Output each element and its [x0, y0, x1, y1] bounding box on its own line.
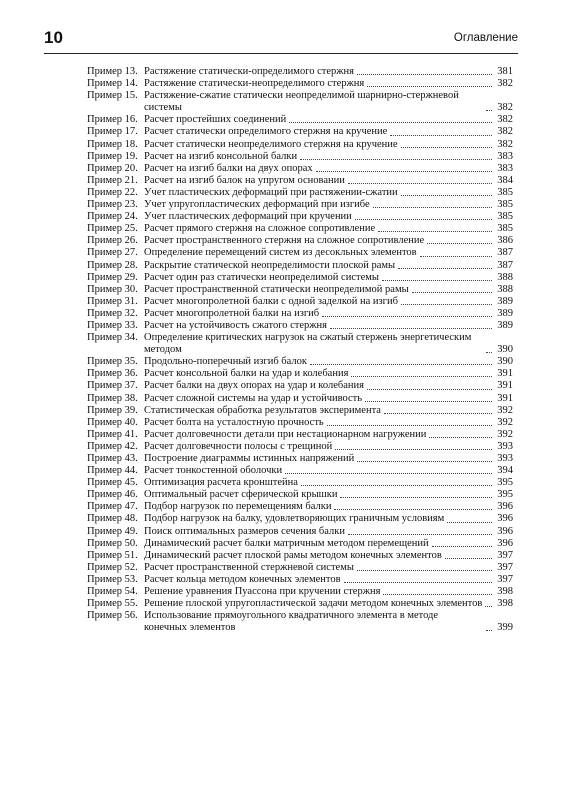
toc-entry-label: Пример 51.: [87, 549, 138, 561]
toc-entry-label: Пример 17.: [87, 126, 138, 138]
toc-entry-page-number: 398: [497, 598, 513, 610]
dot-leader: [340, 497, 492, 498]
toc-entry-title: Определение критических нагрузок на сжатый стержень энергетическим методом: [144, 332, 472, 356]
toc-entry-body: [144, 574, 513, 586]
toc-entry-body: [144, 296, 513, 308]
toc-entry: [87, 332, 513, 356]
dot-leader: [335, 449, 492, 450]
toc-entry: [87, 586, 513, 598]
toc-entry: [87, 151, 513, 163]
toc-entry: [87, 453, 513, 465]
toc-entry-title: Динамический расчет балки матричным методом перемещений: [144, 537, 429, 549]
toc-entry-label: Пример 44.: [87, 465, 138, 477]
toc-entry-body: [144, 465, 513, 477]
toc-entry-label: Пример 30.: [87, 283, 138, 295]
toc-entry-page-number: 391: [497, 380, 513, 392]
toc-entry-label: Пример 43.: [87, 453, 138, 464]
toc-entry-body: [144, 550, 513, 562]
toc-entry-title: Расчет простейших соединений: [144, 114, 287, 126]
toc-entry-title: Расчет долговечности полосы с трещиной: [144, 440, 333, 452]
toc-entry-title: Растяжение статически-определимого стержня: [144, 66, 354, 77]
toc-entry-body: [144, 562, 513, 574]
dot-leader: [334, 509, 492, 510]
toc-entry-body: [144, 151, 513, 163]
toc-entry-body: [144, 441, 513, 453]
toc-entry-page-number: 393: [497, 440, 513, 452]
toc-entry-page-number: 391: [497, 392, 513, 404]
toc-entry-body: [144, 78, 513, 90]
toc-entry-page-number: 385: [497, 211, 513, 223]
toc-entry-label: Пример 38.: [87, 392, 138, 404]
toc-entry-page-number: 389: [497, 307, 513, 319]
toc-entry-label: Пример 25.: [87, 223, 138, 235]
dot-leader: [289, 122, 492, 123]
toc-entry: [87, 356, 513, 368]
toc-entry-title: Расчет на изгиб балки на двух опорах: [144, 162, 313, 174]
toc-entry-page-number: 395: [497, 477, 513, 489]
dot-leader: [412, 292, 492, 293]
toc-entry-label: Пример 47.: [87, 501, 138, 513]
toc-entry-page-number: 389: [497, 319, 513, 331]
toc-entry-title: Построение диаграммы истинных напряжений: [144, 453, 355, 464]
toc-entry-title: Расчет статически определимого стержня на кручение: [144, 126, 388, 138]
toc-entry-title: Динамический расчет плоской рамы методом конечных элементов: [144, 549, 442, 561]
toc-entry-body: [144, 235, 513, 247]
toc-entry-title: Оптимизация расчета кронштейна: [144, 477, 298, 489]
toc-entry-title: Подбор нагрузок по перемещениям балки: [144, 501, 332, 513]
dot-leader: [378, 231, 492, 232]
dot-leader: [447, 522, 492, 523]
toc-entry-body: [144, 90, 513, 114]
toc-entry-body: [144, 610, 513, 634]
toc-entry-page-number: 392: [497, 404, 513, 416]
toc-entry-label: Пример 49.: [87, 525, 138, 537]
toc-entry-title: Расчет долговечности детали при нестационарном нагружении: [144, 428, 427, 440]
toc-entry-title: Расчет пространственного стержня на сложное сопротивление: [144, 235, 425, 247]
dot-leader: [348, 183, 492, 184]
toc-entry: [87, 223, 513, 235]
toc-entry-title: Продольно-поперечный изгиб балок: [144, 356, 307, 368]
toc-entry-page-number: 382: [497, 126, 513, 138]
toc-entry-title: Учет пластических деформаций при кручении: [144, 211, 352, 223]
toc-entry: [87, 296, 513, 308]
toc-entry-label: Пример 39.: [87, 404, 138, 416]
toc-entry: [87, 260, 513, 272]
toc-entry-title: Расчет на изгиб балок на упругом основании: [144, 174, 345, 186]
toc-entry: [87, 320, 513, 332]
toc-entry-page-number: 397: [497, 549, 513, 561]
dot-leader: [401, 195, 492, 196]
toc-entry-page-number: 396: [497, 513, 513, 525]
toc-entry-title: Расчет тонкостенной оболочки: [144, 465, 283, 477]
toc-entry-body: [144, 211, 513, 223]
toc-entry-page-number: 384: [497, 174, 513, 186]
dot-leader: [310, 364, 492, 365]
toc-entry-title: Учет упругопластических деформаций при изгибе: [144, 199, 370, 211]
dot-leader: [367, 389, 492, 390]
toc-entry-title: Оптимальный расчет сферической крышки: [144, 489, 338, 501]
dot-leader: [355, 219, 492, 220]
toc-entry-body: [144, 139, 513, 151]
toc-entry-label: Пример 50.: [87, 537, 138, 549]
dot-leader: [301, 485, 492, 486]
toc-entry-label: Пример 40.: [87, 416, 138, 428]
toc-entry: [87, 368, 513, 380]
toc-entry-title: Поиск оптимальных размеров сечения балки: [144, 525, 345, 537]
toc-entry-label: Пример 16.: [87, 114, 138, 126]
toc-entry-label: Пример 54.: [87, 586, 138, 598]
toc-entry-page-number: 385: [497, 186, 513, 198]
toc-entry: [87, 598, 513, 610]
dot-leader: [327, 425, 492, 426]
dot-leader: [390, 135, 492, 136]
toc-entry-label: Пример 22.: [87, 186, 138, 198]
toc-entry: [87, 489, 513, 501]
toc-entry-body: [144, 513, 513, 525]
toc-entry-label: Пример 42.: [87, 440, 138, 452]
toc-entry-title: Расчет на изгиб консольной балки: [144, 150, 298, 162]
toc-entry-title: Расчет сложной системы на удар и устойчивость: [144, 392, 363, 404]
dot-leader: [351, 376, 492, 377]
toc-entry-body: [144, 489, 513, 501]
toc-entry-page-number: 387: [497, 259, 513, 271]
dot-leader: [348, 534, 492, 535]
toc-entry-page-number: 396: [497, 501, 513, 513]
toc-entry-title: Использование прямоугольного квадратичного элемента в методе конечных элементов: [144, 610, 439, 634]
toc-entry-body: [144, 598, 513, 610]
toc-entry-label: Пример 21.: [87, 174, 138, 186]
toc-entry-page-number: 399: [497, 622, 513, 634]
toc-entry-page-number: 382: [497, 114, 513, 126]
toc-entry-title: Расчет многопролетной балки с одной заделкой на изгиб: [144, 295, 398, 307]
toc-entry-label: Пример 56.: [87, 610, 138, 622]
toc-entry-body: [144, 417, 513, 429]
toc-entry-label: Пример 46.: [87, 489, 138, 501]
dot-leader: [383, 594, 492, 595]
toc-entry-page-number: 393: [497, 453, 513, 464]
toc-entry-page-number: 390: [497, 356, 513, 368]
toc-entry-body: [144, 199, 513, 211]
toc-entry-body: [144, 247, 513, 259]
dot-leader: [401, 147, 492, 148]
dot-leader: [365, 401, 492, 402]
toc-entry-title: Расчет один раз статически неопределимой системы: [144, 271, 379, 283]
toc-entry-page-number: 391: [497, 368, 513, 380]
toc-entry-body: [144, 368, 513, 380]
page-header: [44, 27, 518, 54]
toc-entry-body: [144, 284, 513, 296]
toc-entry: [87, 405, 513, 417]
toc-entry: [87, 526, 513, 538]
dot-leader: [384, 413, 492, 414]
toc-entry-body: [144, 223, 513, 235]
toc-entry-label: Пример 48.: [87, 513, 138, 525]
toc-entry-body: [144, 187, 513, 199]
toc-entry-label: Пример 29.: [87, 271, 138, 283]
toc-entry: [87, 308, 513, 320]
toc-entry: [87, 513, 513, 525]
toc-entry-label: Пример 52.: [87, 561, 138, 573]
toc-entry-title: Определение перемещений систем из десокльных элементов: [144, 247, 417, 259]
toc-entry: [87, 187, 513, 199]
dot-leader: [485, 606, 492, 607]
toc-entry-page-number: 383: [497, 150, 513, 162]
toc-entry-title: Расчет кольца методом конечных элементов: [144, 573, 341, 585]
dot-leader: [285, 473, 492, 474]
dot-leader: [401, 304, 492, 305]
toc-entry-title: Подбор нагрузок на балку, удовлетворяющих граничным условиям: [144, 513, 445, 525]
toc-entry-page-number: 382: [497, 102, 513, 114]
toc-entry-page-number: 383: [497, 162, 513, 174]
running-title: Оглавление: [453, 32, 518, 44]
toc-entry-label: Пример 15.: [87, 90, 138, 102]
toc-entry-title: Расчет статически неопределимого стержня на кручение: [144, 138, 398, 150]
toc-entry-page-number: 387: [497, 247, 513, 259]
toc-entry-label: Пример 36.: [87, 368, 138, 380]
toc-entry-page-number: 386: [497, 235, 513, 247]
toc-entry-page-number: 392: [497, 416, 513, 428]
toc-entry-page-number: 389: [497, 295, 513, 307]
toc-entry-title: Расчет на устойчивость сжатого стержня: [144, 319, 327, 331]
toc-entry-body: [144, 260, 513, 272]
toc-entry-label: Пример 18.: [87, 138, 138, 150]
toc-entry: [87, 441, 513, 453]
toc-entry-title: Раскрытие статической неопределимости плоской рамы: [144, 259, 396, 271]
toc-entry-title: Растяжение статически-неопределимого стержня: [144, 78, 365, 90]
toc-entry-page-number: 388: [497, 283, 513, 295]
toc-entry-label: Пример 35.: [87, 356, 138, 368]
toc-entry-body: [144, 163, 513, 175]
dot-leader: [429, 437, 492, 438]
page-number: 10: [44, 28, 63, 47]
toc-entry: [87, 465, 513, 477]
toc-entry: [87, 284, 513, 296]
toc-entry-page-number: 398: [497, 586, 513, 598]
toc-entry: [87, 163, 513, 175]
toc-entry-page-number: 385: [497, 223, 513, 235]
toc-entry-label: Пример 23.: [87, 199, 138, 211]
toc-entry-label: Пример 31.: [87, 295, 138, 307]
toc-entry-body: [144, 175, 513, 187]
toc-entry-page-number: 382: [497, 78, 513, 90]
toc-entry: [87, 175, 513, 187]
toc-entry-label: Пример 37.: [87, 380, 138, 392]
toc-entry-label: Пример 26.: [87, 235, 138, 247]
dot-leader: [357, 461, 492, 462]
toc-entry: [87, 501, 513, 513]
toc-entry-page-number: 395: [497, 489, 513, 501]
toc-entry: [87, 139, 513, 151]
dot-leader: [316, 171, 492, 172]
dot-leader: [486, 630, 492, 631]
toc-entry-label: Пример 55.: [87, 598, 138, 610]
dot-leader: [330, 328, 492, 329]
toc-entry: [87, 477, 513, 489]
toc-entry-title: Расчет балки на двух опорах на удар и колебания: [144, 380, 364, 392]
toc-entry-body: [144, 66, 513, 78]
toc-entry-page-number: 388: [497, 271, 513, 283]
toc-entry: [87, 562, 513, 574]
toc-entry-label: Пример 34.: [87, 332, 138, 344]
toc-entry: [87, 126, 513, 138]
toc-entry-body: [144, 501, 513, 513]
toc-entry: [87, 272, 513, 284]
toc-entry: [87, 78, 513, 90]
table-of-contents: [87, 66, 513, 634]
dot-leader: [398, 268, 492, 269]
toc-entry-body: [144, 405, 513, 417]
toc-entry-body: [144, 429, 513, 441]
toc-entry: [87, 380, 513, 392]
toc-entry-page-number: 385: [497, 199, 513, 211]
toc-entry-page-number: 390: [497, 344, 513, 356]
toc-entry-title: Учет пластических деформаций при растяжении-сжатии: [144, 186, 398, 198]
toc-entry-label: Пример 41.: [87, 428, 138, 440]
toc-entry: [87, 610, 513, 634]
toc-entry: [87, 66, 513, 78]
toc-entry: [87, 417, 513, 429]
toc-entry-body: [144, 453, 513, 465]
toc-entry-body: [144, 272, 513, 284]
toc-entry-label: Пример 45.: [87, 477, 138, 489]
toc-entry-body: [144, 126, 513, 138]
toc-entry: [87, 114, 513, 126]
toc-entry-page-number: 396: [497, 525, 513, 537]
toc-entry-body: [144, 393, 513, 405]
toc-entry-page-number: 397: [497, 561, 513, 573]
toc-entry-title: Растяжение-сжатие статически неопределимой шарнирно-стержневой системы: [144, 90, 459, 114]
toc-entry-page-number: 397: [497, 573, 513, 585]
toc-entry-page-number: 392: [497, 428, 513, 440]
toc-entry-label: Пример 19.: [87, 150, 138, 162]
dot-leader: [486, 110, 492, 111]
toc-entry-title: Расчет прямого стержня на сложное сопротивление: [144, 223, 376, 235]
toc-entry: [87, 199, 513, 211]
toc-entry-page-number: 382: [497, 138, 513, 150]
dot-leader: [382, 280, 492, 281]
dot-leader: [344, 582, 492, 583]
toc-entry: [87, 574, 513, 586]
toc-entry-body: [144, 526, 513, 538]
toc-entry-body: [144, 380, 513, 392]
toc-entry: [87, 393, 513, 405]
toc-entry-title: Решение плоской упругопластической задачи методом конечных элементов: [144, 598, 483, 610]
dot-leader: [427, 243, 492, 244]
toc-entry-page-number: 394: [497, 465, 513, 477]
toc-entry-label: Пример 27.: [87, 247, 138, 259]
toc-entry-body: [144, 477, 513, 489]
toc-entry-label: Пример 53.: [87, 573, 138, 585]
toc-entry: [87, 235, 513, 247]
dot-leader: [357, 74, 492, 75]
toc-entry-title: Расчет болта на усталостную прочность: [144, 416, 324, 428]
toc-entry-title: Расчет многопролетной балки на изгиб: [144, 307, 320, 319]
toc-entry-body: [144, 356, 513, 368]
dot-leader: [300, 159, 492, 160]
toc-entry-label: Пример 28.: [87, 259, 138, 271]
dot-leader: [486, 352, 492, 353]
dot-leader: [367, 86, 492, 87]
toc-entry: [87, 90, 513, 114]
toc-entry: [87, 211, 513, 223]
dot-leader: [420, 256, 492, 257]
toc-entry-title: Расчет пространственной статически неопределимой рамы: [144, 283, 409, 295]
toc-entry-page-number: 381: [497, 66, 513, 77]
toc-entry-label: Пример 24.: [87, 211, 138, 223]
dot-leader: [445, 558, 492, 559]
toc-entry-title: Расчет консольной балки на удар и колебания: [144, 368, 349, 380]
toc-entry-label: Пример 14.: [87, 78, 138, 90]
toc-entry-body: [144, 332, 513, 356]
toc-entry-title: Расчет пространственной стержневой системы: [144, 561, 354, 573]
toc-entry-label: Пример 13.: [87, 66, 138, 77]
toc-entry-body: [144, 320, 513, 332]
toc-entry-title: Статистическая обработка результатов эксперимента: [144, 404, 381, 416]
toc-entry-body: [144, 538, 513, 550]
toc-entry: [87, 247, 513, 259]
toc-entry-label: Пример 20.: [87, 162, 138, 174]
toc-entry-label: Пример 32.: [87, 307, 138, 319]
toc-entry: [87, 538, 513, 550]
toc-entry: [87, 550, 513, 562]
toc-entry-body: [144, 114, 513, 126]
dot-leader: [322, 316, 492, 317]
toc-entry: [87, 429, 513, 441]
toc-entry-body: [144, 308, 513, 320]
dot-leader: [432, 546, 492, 547]
dot-leader: [357, 570, 492, 571]
toc-entry-body: [144, 586, 513, 598]
dot-leader: [373, 207, 492, 208]
toc-entry-title: Решение уравнения Пуассона при кручении стержня: [144, 586, 381, 598]
toc-entry-page-number: 396: [497, 537, 513, 549]
toc-entry-label: Пример 33.: [87, 319, 138, 331]
